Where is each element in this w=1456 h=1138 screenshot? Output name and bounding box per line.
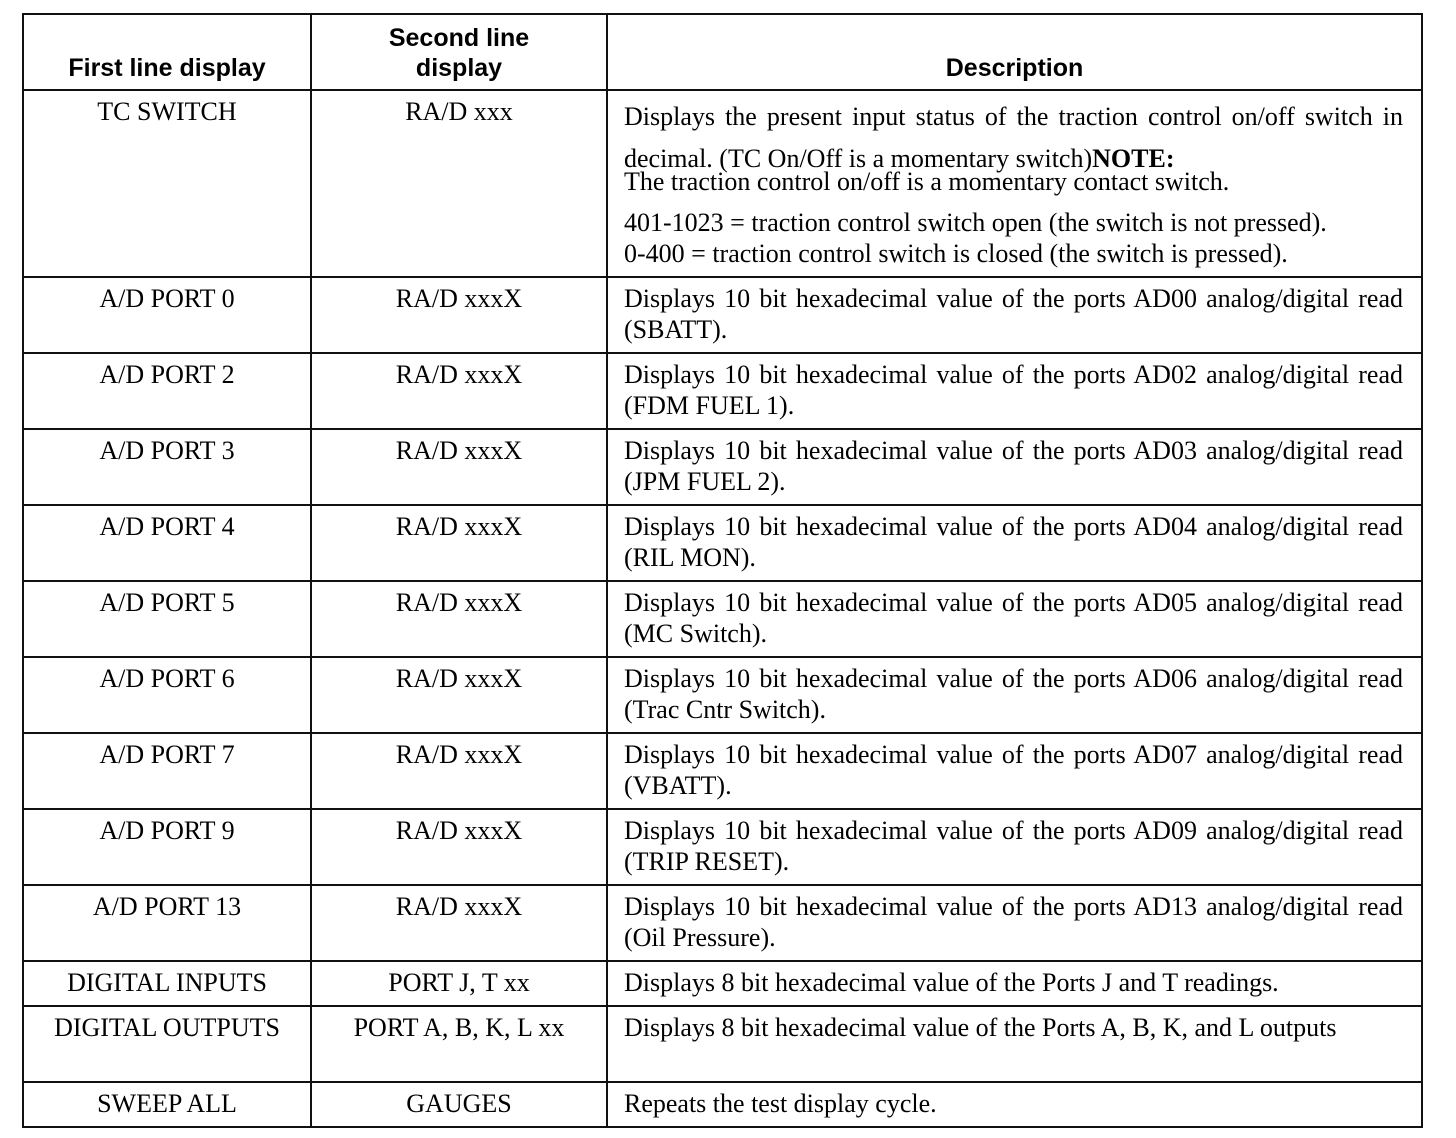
first-line-cell: DIGITAL OUTPUTS: [23, 1006, 311, 1082]
description-cell: Displays 10 bit hexadecimal value of the ports AD00 analog/digital read (SBATT).: [607, 277, 1422, 353]
description-cell: Displays 10 bit hexadecimal value of the ports AD05 analog/digital read (MC Switch).: [607, 581, 1422, 657]
second-line-cell: RA/D xxxX: [311, 353, 607, 429]
tc-switch-description: Displays the present input status of the traction control on/off switch in decimal. (TC On/Off is a momentary switch): [624, 102, 1403, 173]
second-line-cell: RA/D xxxX: [311, 429, 607, 505]
description-cell: Displays 10 bit hexadecimal value of the ports AD09 analog/digital read (TRIP RESET).: [607, 809, 1422, 885]
description-cell: Displays 10 bit hexadecimal value of the ports AD07 analog/digital read (VBATT).: [607, 733, 1422, 809]
description-cell: Displays 10 bit hexadecimal value of the ports AD03 analog/digital read (JPM FUEL 2).: [607, 429, 1422, 505]
second-line-cell: RA/D xxxX: [311, 581, 607, 657]
second-line-cell: RA/D xxxX: [311, 809, 607, 885]
note-text: The traction control on/off is a momentary contact switch.: [624, 167, 1230, 196]
header-first-line-display: First line display: [23, 14, 311, 90]
header-description: Description: [607, 14, 1422, 90]
first-line-cell: A/D PORT 7: [23, 733, 311, 809]
second-line-cell: PORT A, B, K, L xx: [311, 1006, 607, 1082]
switch-open-range: 401-1023 = traction control switch open (the switch is not pressed).: [624, 208, 1327, 237]
description-cell: Displays 10 bit hexadecimal value of the ports AD04 analog/digital read (RIL MON).: [607, 505, 1422, 581]
table-row: [23, 353, 1422, 429]
first-line-cell: A/D PORT 5: [23, 581, 311, 657]
table-row: [23, 429, 1422, 505]
table-row-tc-switch: [23, 90, 1422, 277]
description-cell: [607, 90, 1422, 277]
header-row: [23, 14, 1422, 90]
table-row: [23, 733, 1422, 809]
note-label: NOTE:: [1092, 144, 1175, 173]
table-row: [23, 961, 1422, 1006]
description-cell: Displays 8 bit hexadecimal value of the Ports A, B, K, and L outputs: [607, 1006, 1422, 1082]
description-cell: Displays 10 bit hexadecimal value of the ports AD02 analog/digital read (FDM FUEL 1).: [607, 353, 1422, 429]
table-row: [23, 657, 1422, 733]
table-body: [23, 90, 1422, 1127]
first-line-cell: A/D PORT 0: [23, 277, 311, 353]
description-cell: Displays 10 bit hexadecimal value of the ports AD13 analog/digital read (Oil Pressure).: [607, 885, 1422, 961]
table-row: [23, 1006, 1422, 1082]
first-line-cell: DIGITAL INPUTS: [23, 961, 311, 1006]
first-line-cell: A/D PORT 13: [23, 885, 311, 961]
description-cell: Displays 10 bit hexadecimal value of the ports AD06 analog/digital read (Trac Cntr Switch).: [607, 657, 1422, 733]
table-row: [23, 1082, 1422, 1127]
first-line-cell: A/D PORT 9: [23, 809, 311, 885]
table-row: [23, 809, 1422, 885]
first-line-cell: A/D PORT 2: [23, 353, 311, 429]
table-row: [23, 581, 1422, 657]
second-line-cell: RA/D xxxX: [311, 733, 607, 809]
first-line-cell: A/D PORT 6: [23, 657, 311, 733]
header-second-line-display: Second line display: [311, 14, 607, 90]
description-cell: Repeats the test display cycle.: [607, 1082, 1422, 1127]
second-line-cell: PORT J, T xx: [311, 961, 607, 1006]
table-row: [23, 505, 1422, 581]
second-line-cell: RA/D xxxX: [311, 657, 607, 733]
first-line-cell: TC SWITCH: [23, 90, 311, 277]
first-line-cell: A/D PORT 4: [23, 505, 311, 581]
second-line-cell: RA/D xxxX: [311, 885, 607, 961]
display-description-table: [22, 13, 1423, 1128]
second-line-cell: RA/D xxxX: [311, 277, 607, 353]
second-line-cell: RA/D xxx: [311, 90, 607, 277]
table-row: [23, 277, 1422, 353]
description-cell: Displays 8 bit hexadecimal value of the Ports J and T readings.: [607, 961, 1422, 1006]
first-line-cell: SWEEP ALL: [23, 1082, 311, 1127]
table-row: [23, 885, 1422, 961]
second-line-cell: GAUGES: [311, 1082, 607, 1127]
table-header: [23, 14, 1422, 90]
first-line-cell: A/D PORT 3: [23, 429, 311, 505]
switch-closed-range: 0-400 = traction control switch is closed (the switch is pressed).: [624, 239, 1288, 268]
second-line-cell: RA/D xxxX: [311, 505, 607, 581]
